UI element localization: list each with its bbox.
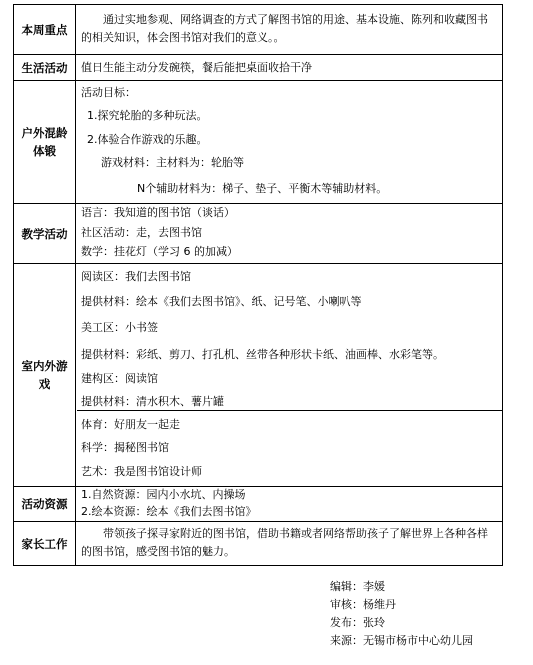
credits — [330, 578, 473, 650]
outdoor-goal-2: 2.体验合作游戏的乐趣。 — [87, 133, 208, 146]
focus-text: 通过实地参观、网络调查的方式了解图书馆的用途、基本设施、陈列和收藏图书的相关知识，体会图书馆对我们的意义。。 — [81, 13, 488, 44]
indoor-reading-material: 提供材料：绘本《我们去图书馆》、纸、记号笔、小喇叭等 — [81, 295, 362, 308]
indoor-art-material: 提供材料：彩纸、剪刀、打孔机、丝带各种形状卡纸、油画棒、水彩笔等。 — [81, 348, 444, 361]
teaching-line-1: 语言：我知道的图书馆（谈话） — [81, 206, 235, 219]
row-life — [14, 55, 502, 81]
row-focus — [14, 5, 502, 55]
indoor-science: 科学：揭秘图书馆 — [81, 441, 169, 454]
label-resources: 活动资源 — [14, 487, 76, 521]
label-parents: 家长工作 — [14, 522, 76, 565]
label-outdoor: 户外混龄体锻 — [14, 81, 76, 203]
weekly-plan-table — [13, 4, 503, 566]
life-text: 值日生能主动分发碗筷，餐后能把桌面收拾干净 — [81, 61, 312, 74]
row-parents — [14, 522, 502, 565]
resources-line-1: 1.自然资源：园内小水坑、内操场 — [81, 488, 246, 501]
indoor-build-material: 提供材料：清水积木、薯片罐 — [81, 395, 224, 408]
resources-line-2: 2.绘本资源：绘本《我们去图书馆》 — [81, 505, 257, 518]
indoor-art-area: 美工区：小书签 — [81, 321, 158, 334]
indoor-reading-area: 阅读区：我们去图书馆 — [81, 270, 191, 283]
outdoor-material-aux: N个辅助材料为：梯子、垫子、平衡木等辅助材料。 — [137, 182, 388, 195]
label-focus: 本周重点 — [14, 5, 76, 54]
credit-source: 来源：无锡市杨市中心幼儿园 — [330, 634, 473, 647]
teaching-line-3: 数学：挂花灯（学习 6 的加减） — [81, 245, 238, 258]
row-indoor — [14, 264, 502, 487]
row-resources — [14, 487, 502, 522]
indoor-divider — [77, 410, 502, 411]
credit-reviewer: 审核：杨维丹 — [330, 598, 396, 611]
outdoor-goal-title: 活动目标： — [81, 86, 136, 99]
indoor-pe: 体育：好朋友一起走 — [81, 418, 180, 431]
parents-text: 带领孩子探寻家附近的图书馆，借助书籍或者网络帮助孩子了解世界上各种各样的图书馆，感受图书馆的魅力。 — [81, 527, 488, 558]
row-outdoor — [14, 81, 502, 204]
label-indoor: 室内外游戏 — [14, 264, 76, 486]
outdoor-material-main: 游戏材料：主材料为：轮胎等 — [101, 156, 244, 169]
label-life: 生活活动 — [14, 55, 76, 80]
row-teaching — [14, 204, 502, 264]
teaching-line-2: 社区活动：走，去图书馆 — [81, 226, 202, 239]
outdoor-goal-1: 1.探究轮胎的多种玩法。 — [87, 109, 208, 122]
indoor-build-area: 建构区：阅读馆 — [81, 372, 158, 385]
credit-editor: 编辑：李媛 — [330, 580, 385, 593]
label-teaching: 教学活动 — [14, 204, 76, 263]
indoor-arts: 艺术：我是图书馆设计师 — [81, 465, 202, 478]
credit-publisher: 发布：张玲 — [330, 616, 385, 629]
